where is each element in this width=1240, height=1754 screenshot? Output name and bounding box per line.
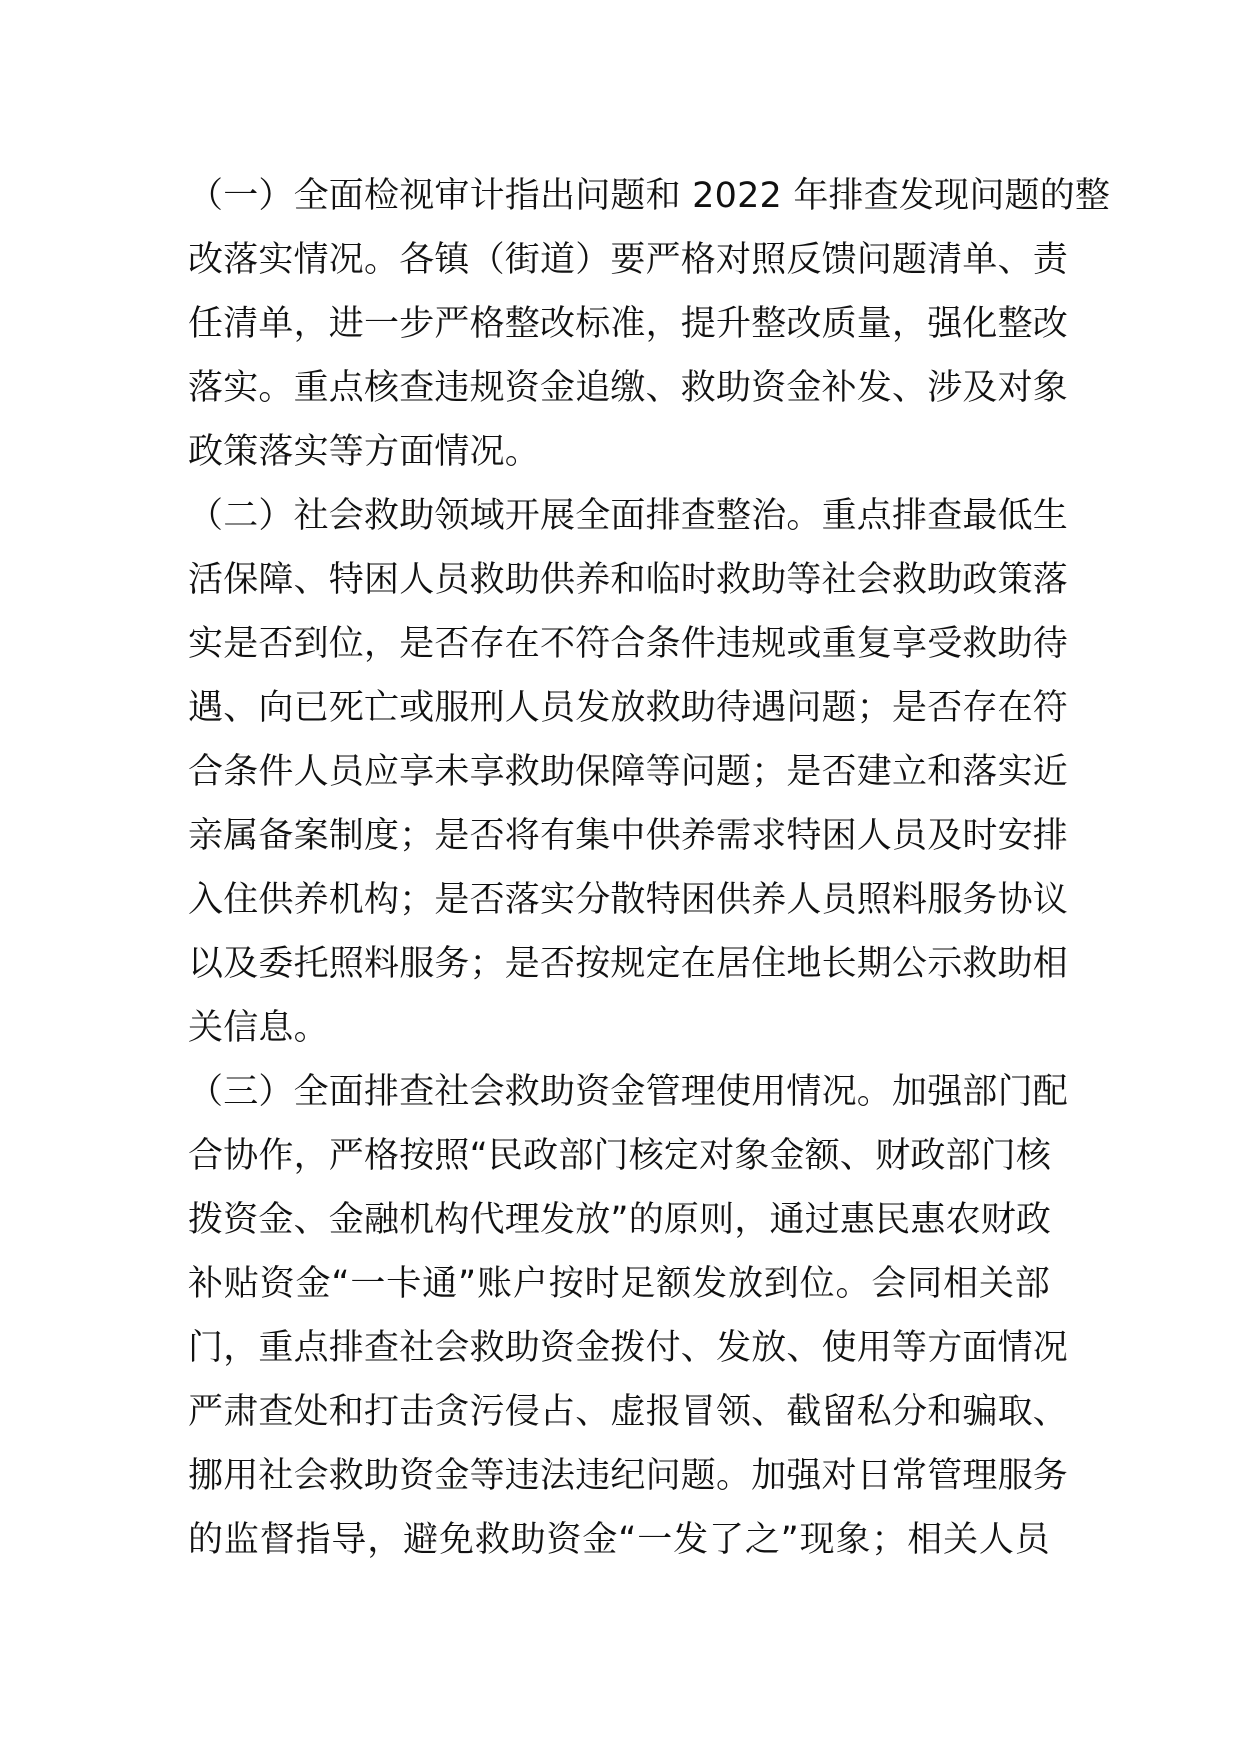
paragraph-line: （二）社会救助领域开展全面排查整治。重点排查最低生 xyxy=(188,496,1069,536)
paragraph-line: 以及委托照料服务；是否按规定在居住地长期公示救助相 xyxy=(188,944,1069,984)
paragraph-line: 严肃查处和打击贪污侵占、虚报冒领、截留私分和骗取、 xyxy=(188,1392,1069,1432)
paragraph-line: 遇、向已死亡或服刑人员发放救助待遇问题；是否存在符 xyxy=(188,688,1069,728)
paragraph-line: 改落实情况。各镇（街道）要严格对照反馈问题清单、责 xyxy=(188,240,1069,280)
paragraph-line: 门，重点排查社会救助资金拨付、发放、使用等方面情况 xyxy=(188,1328,1069,1368)
paragraph-line: 合条件人员应享未享救助保障等问题；是否建立和落实近 xyxy=(188,752,1069,792)
paragraph-line: 的监督指导，避免救助资金“一发了之”现象；相关人员 xyxy=(188,1520,1050,1560)
paragraph-line: 挪用社会救助资金等违法违纪问题。加强对日常管理服务 xyxy=(188,1456,1069,1496)
paragraph-line: 拨资金、金融机构代理发放”的原则，通过惠民惠农财政 xyxy=(188,1200,1052,1240)
paragraph-line: 政策落实等方面情况。 xyxy=(188,432,541,472)
paragraph-line: 入住供养机构；是否落实分散特困供养人员照料服务协议 xyxy=(188,880,1069,920)
paragraph-line: 关信息。 xyxy=(188,1008,329,1048)
paragraph-line: 实是否到位，是否存在不符合条件违规或重复享受救助待 xyxy=(188,624,1069,664)
paragraph-line: 活保障、特困人员救助供养和临时救助等社会救助政策落 xyxy=(188,560,1069,600)
paragraph-1 xyxy=(188,164,1111,484)
paragraph-line: 亲属备案制度；是否将有集中供养需求特困人员及时安排 xyxy=(188,816,1069,856)
paragraph-line: （三）全面排查社会救助资金管理使用情况。加强部门配 xyxy=(188,1072,1069,1112)
paragraph-line: 补贴资金“一卡通”账户按时足额发放到位。会同相关部 xyxy=(188,1264,1050,1304)
paragraph-line: （一）全面检视审计指出问题和 2022 年排查发现问题的整 xyxy=(188,176,1111,216)
paragraph-2 xyxy=(188,484,1069,1060)
paragraph-line: 合协作，严格按照“民政部门核定对象金额、财政部门核 xyxy=(188,1136,1052,1176)
document-body xyxy=(188,164,1111,1572)
paragraph-line: 落实。重点核查违规资金追缴、救助资金补发、涉及对象 xyxy=(188,368,1069,408)
paragraph-line: 任清单，进一步严格整改标准，提升整改质量，强化整改 xyxy=(188,304,1069,344)
paragraph-3 xyxy=(188,1060,1069,1572)
